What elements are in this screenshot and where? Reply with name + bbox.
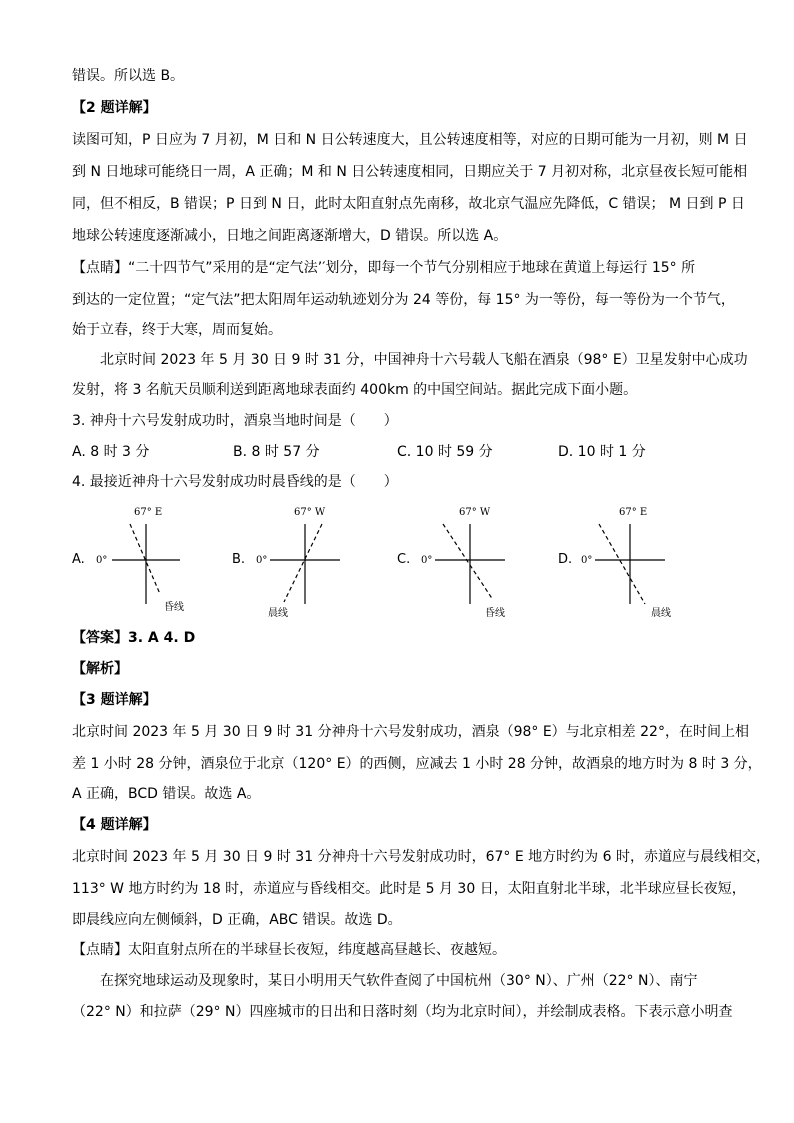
q3-option-d: D. 10 时 1 分 — [558, 444, 646, 460]
diagram-d-equator-label: 0° — [581, 555, 593, 566]
analysis-heading: 【解析】 — [72, 661, 128, 677]
diagram-c-letter: C. — [397, 552, 411, 567]
diagram-d-top-label: 67° E — [619, 507, 648, 518]
text-line: 到 N 日地球可能绕日一周，A 正确；M 和 N 日公转速度相同，日期应关于 7 月初对称，北京昼夜长短可能相 — [72, 164, 748, 180]
diagram-a-top-label: 67° E — [134, 507, 163, 518]
passage-line: 发射，将 3 名航天员顺利送到距离地球表面约 400km 的中国空间站。据此完成下面小题。 — [72, 382, 638, 398]
diagram-b-top-label: 67° W — [294, 507, 326, 518]
text-line: 错误。所以选 B。 — [72, 68, 185, 84]
question-4: 4. 最接近神舟十六号发射成功时晨昏线的是（ ） — [72, 474, 398, 490]
passage-line: 北京时间 2023 年 5 月 30 日 9 时 31 分，中国神舟十六号载人飞船在酒泉（98° E）卫星发射中心成功 — [100, 352, 748, 368]
text-line: 始于立春，终于大寒，周而复始。 — [72, 322, 282, 338]
diagram-a-equator-label: 0° — [96, 555, 108, 566]
question-3: 3. 神舟十六号发射成功时，酒泉当地时间是（ ） — [72, 413, 398, 429]
answer-line: 【答案】3. A 4. D — [72, 630, 196, 646]
passage-line: （22° N）和拉萨（29° N）四座城市的日出和日落时刻（均为北京时间），并绘制成表格。下表示意小明查 — [72, 1004, 733, 1020]
text-line: 读图可知，P 日应为 7 月初，M 日和 N 日公转速度大，且公转速度相等，对应的日期可能为一月初，则 M 日 — [72, 132, 748, 148]
diagram-b-letter: B. — [232, 552, 246, 567]
text-line: 【点睛】“二十四节气”采用的是“定气法’′划分，即每一个节气分别相应于地球在黄道上每运行 15° 所 — [72, 260, 696, 276]
text-line: 北京时间 2023 年 5 月 30 日 9 时 31 分神舟十六号发射成功，酒泉（98° E）与北京相差 22°，在时间上相 — [72, 724, 749, 740]
diagram-a-line-label: 昏线 — [164, 602, 184, 613]
diagram-c-line-label: 昏线 — [485, 608, 505, 619]
section-heading: 【3 题详解】 — [72, 692, 157, 708]
text-line: 差 1 小时 28 分钟，酒泉位于北京（120° E）的西侧，应减去 1 小时 28 分钟，故酒泉的地方时为 8 时 3 分， — [72, 756, 762, 772]
diagram-d-line-label: 晨线 — [651, 608, 671, 619]
section-heading: 【2 题详解】 — [72, 100, 157, 116]
diagram-a-letter: A. — [72, 552, 85, 567]
diagram-c-equator-label: 0° — [421, 555, 433, 566]
passage-line: 在探究地球运动及现象时，某日小明用天气软件查阅了中国杭州（30° N）、广州（22° N）、南宁 — [100, 973, 698, 989]
diagram-a — [88, 500, 238, 625]
diagram-d — [573, 500, 723, 625]
q3-option-b: B. 8 时 57 分 — [233, 444, 320, 460]
q3-option-c: C. 10 时 59 分 — [397, 444, 493, 460]
text-line: 113° W 地方时约为 18 时，赤道应与昏线相交。此时是 5 月 30 日，太阳直射北半球，北半球应昼长夜短， — [72, 881, 746, 897]
text-line: 即晨线应向左侧倾斜，D 正确，ABC 错误。故选 D。 — [72, 912, 402, 928]
diagram-b — [248, 500, 398, 625]
note-line: 【点睛】太阳直射点所在的半球昼长夜短，纬度越高昼越长、夜越短。 — [72, 942, 506, 958]
text-line: 同，但不相反，B 错误；P 日到 N 日，此时太阳直射点先南移，故北京气温应先降低，C 错误； M 日到 P 日 — [72, 196, 745, 212]
text-line: 地球公转速度逐渐减小，日地之间距离逐渐增大，D 错误。所以选 A。 — [72, 228, 508, 244]
section-heading: 【4 题详解】 — [72, 817, 157, 833]
diagram-b-line-label: 晨线 — [268, 608, 288, 619]
diagram-b-equator-label: 0° — [256, 555, 268, 566]
text-line: 北京时间 2023 年 5 月 30 日 9 时 31 分神舟十六号发射成功时，67° E 地方时约为 6 时，赤道应与晨线相交， — [72, 849, 770, 865]
diagram-c — [413, 500, 563, 625]
diagram-d-letter: D. — [558, 552, 573, 567]
text-line: 到达的一定位置；“定气法”把太阳周年运动轨迹划分为 24 等份，每 15° 为一等份，每一等份为一个节气， — [72, 292, 735, 308]
text-line: A 正确，BCD 错误。故选 A。 — [72, 786, 261, 802]
q3-option-a: A. 8 时 3 分 — [72, 444, 150, 460]
diagram-c-top-label: 67° W — [459, 507, 491, 518]
